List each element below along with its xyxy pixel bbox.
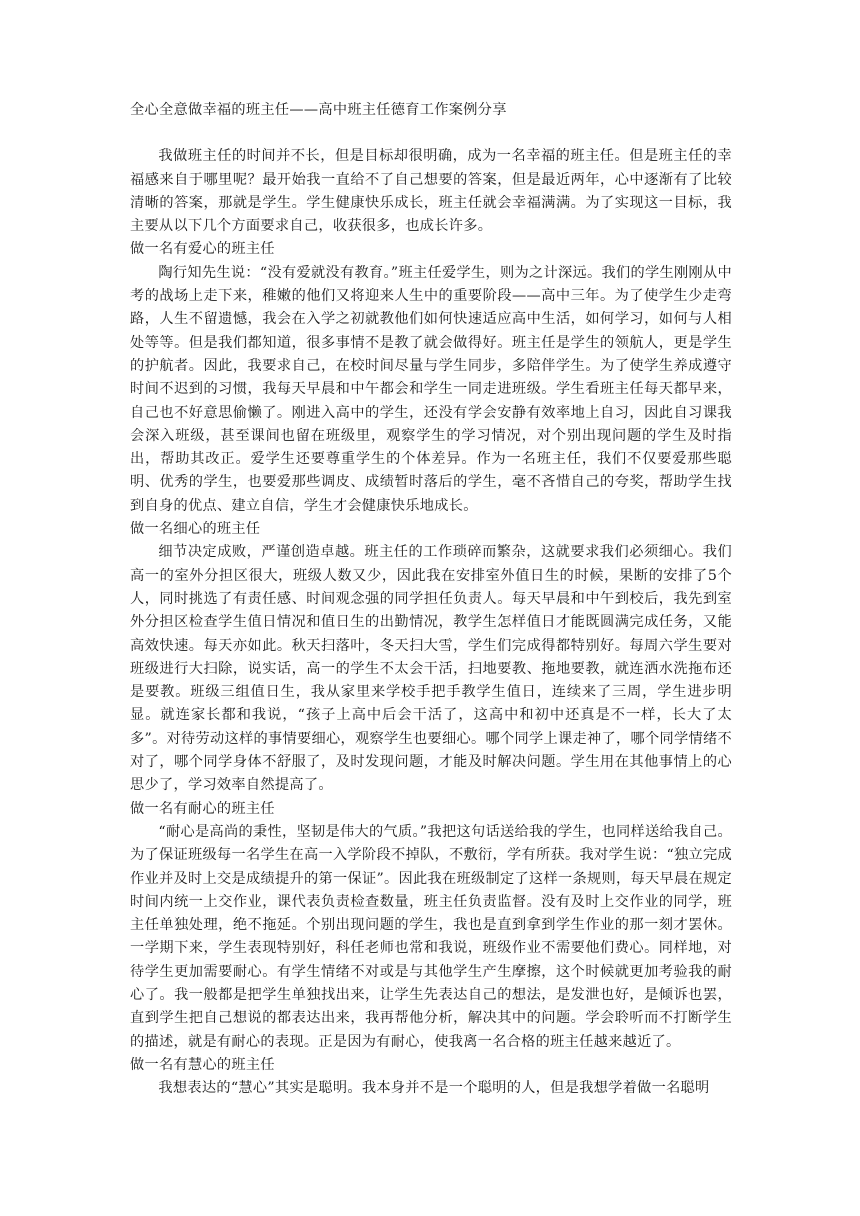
section-heading-love: 做一名有爱心的班主任 xyxy=(130,241,275,258)
section-heading-wisdom: 做一名有慧心的班主任 xyxy=(130,1056,275,1073)
document-page xyxy=(130,99,732,1100)
intro-paragraph: 我做班主任的时间并不长，但是目标却很明确，成为一名幸福的班主任。但是班主任的幸福感来自于哪里呢？最开始我一直给不了自己想要的答案，但是最近两年，心中逐渐有了比较清晰的答案，那就是学生。学生健康快乐成长，班主任就会幸福满满。为了实现这一目标，我主要从以下几个方面要求自己，收获很多，也成长许多。 xyxy=(130,148,732,235)
section-body-patience: “耐心是高尚的秉性，坚韧是伟大的气质。”我把这句话送给我的学生，也同样送给我自己。为了保证班级每一名学生在高一入学阶段不掉队，不敷衍，学有所获。我对学生说：“独立完成作业并及时上交是成绩提升的第一保证”。因此我在班级制定了这样一条规则，每天早晨在规定时间内统一上交作业，课代表负责检查数量，班主任负责监督。没有及时上交作业的同学，班主任单独处理，绝不拖延。个别出现问题的学生，我也是直到拿到学生作业的那一刻才罢休。一学期下来，学生表现特别好，科任老师也常和我说，班级作业不需要他们费心。同样地，对待学生更加需要耐心。有学生情绪不对或是与其他学生产生摩擦，这个时候就更加考验我的耐心了。我一般都是把学生单独找出来，让学生先表达自己的想法，是发泄也好，是倾诉也罢，直到学生把自己想说的都表达出来，我再帮他分析，解决其中的问题。学会聆听而不打断学生的描述，就是有耐心的表现。正是因为有耐心，使我离一名合格的班主任越来越近了。 xyxy=(130,823,732,1050)
section-body-careful: 细节决定成败，严谨创造卓越。班主任的工作琐碎而繁杂，这就要求我们必须细心。我们高一的室外分担区很大，班级人数又少，因此我在安排室外值日生的时候，果断的安排了5个人，同时挑选了有责任感、时间观念强的同学担任负责人。每天早晨和中午到校后，我先到室外分担区检查学生值日情况和值日生的出勤情况，教学生怎样值日才能既圆满完成任务，又能高效快速。每天亦如此。秋天扫落叶，冬天扫大雪，学生们完成得都特别好。每周六学生要对班级进行大扫除，说实话，高一的学生不太会干活，扫地要教、拖地要教，就连洒水洗拖布还是要教。班级三组值日生，我从家里来学校手把手教学生值日，连续来了三周，学生进步明显。就连家长都和我说，“孩子上高中后会干活了，这高中和初中还真是不一样，长大了太多”。对待劳动这样的事情要细心，观察学生也要细心。哪个同学上课走神了，哪个同学情绪不对了，哪个同学身体不舒服了，及时发现问题，才能及时解决问题。学生用在其他事情上的心思少了，学习效率自然提高了。 xyxy=(130,544,732,794)
section-heading-patience: 做一名有耐心的班主任 xyxy=(130,800,275,817)
section-body-love: 陶行知先生说：“没有爱就没有教育。”班主任爱学生，则为之计深远。我们的学生刚刚从中考的战场上走下来，稚嫩的他们又将迎来人生中的重要阶段——高中三年。为了使学生少走弯路，人生不留遗憾，我会在入学之初就教他们如何快速适应高中生活，如何学习，如何与人相处等等。但是我们都知道，很多事情不是教了就会做得好。班主任是学生的领航人，更是学生的护航者。因此，我要求自己，在校时间尽量与学生同步，多陪伴学生。为了使学生养成遵守时间不迟到的习惯，我每天早晨和中午都会和学生一同走进班级。学生看班主任每天都早来，自己也不好意思偷懒了。刚进入高中的学生，还没有学会安静有效率地上自习，因此自习课我会深入班级，甚至课间也留在班级里，观察学生的学习情况，对个别出现问题的学生及时指出，帮助其改正。爱学生还要尊重学生的个体差异。作为一名班主任，我们不仅要爱那些聪明、优秀的学生，也要爱那些调皮、成绩暂时落后的学生，毫不吝惜自己的夸奖，帮助学生找到自身的优点、建立自信，学生才会健康快乐地成长。 xyxy=(130,264,732,514)
section-body-wisdom: 我想表达的“慧心”其实是聪明。我本身并不是一个聪明的人，但是我想学着做一名聪明 xyxy=(158,1080,710,1097)
section-heading-careful: 做一名细心的班主任 xyxy=(130,521,261,538)
document-title: 全心全意做幸福的班主任——高中班主任德育工作案例分享 xyxy=(130,102,507,118)
